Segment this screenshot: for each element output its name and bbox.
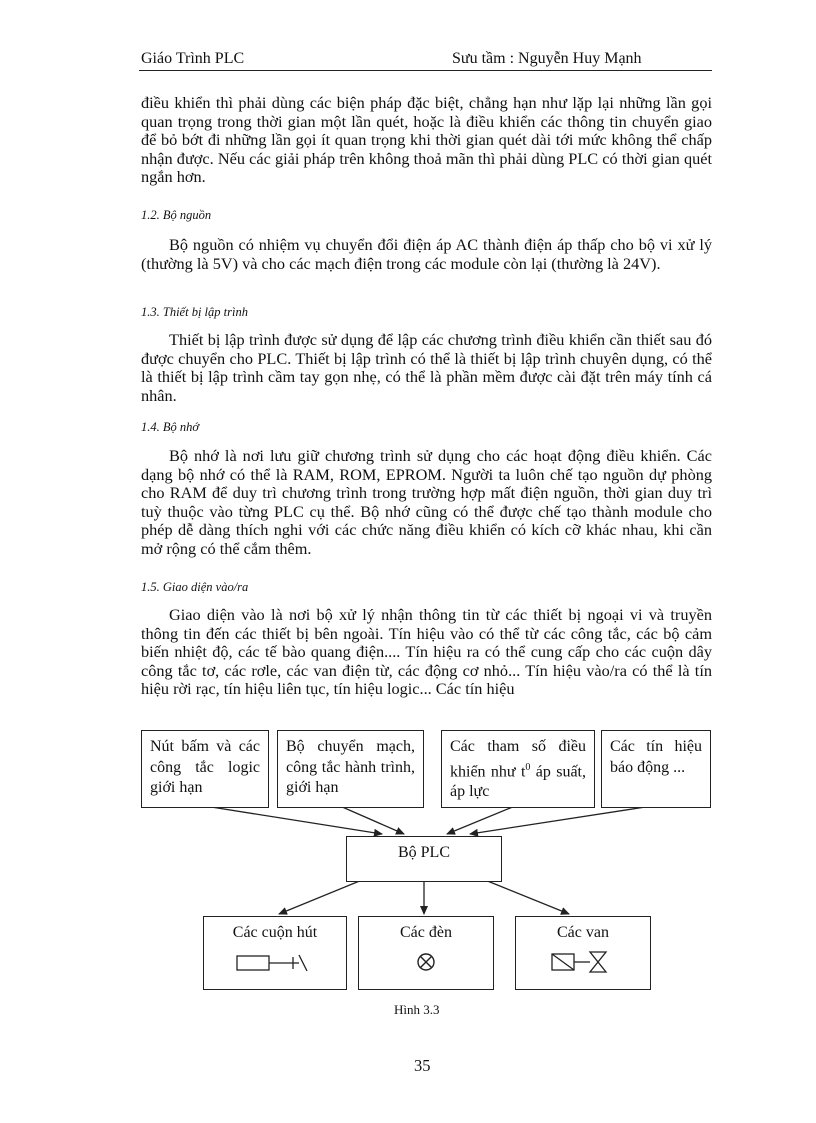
plc-label: Bộ PLC [397,844,450,861]
input-box-alarms [601,730,711,808]
valve-icon [548,949,618,975]
page-number: 35 [414,1056,431,1075]
section-text: Bộ nguồn có nhiệm vụ chuyển đổi điện áp AC thành điện áp thấp cho bộ vi xử lý (thường là 5V) và cho các mạch điện trong các module còn lại (thường là 24V). [141,235,712,273]
coil-icon [235,949,315,975]
section-text: Giao diện vào là nơi bộ xử lý nhận thông tin từ các thiết bị ngoại vi và truyền thông tin đến các thiết bị bên ngoài. Tín hiệu vào có thể từ các công tắc, các bộ cảm biến nhiệt độ, các tế bào quang điện.... Tín hiệu ra có thể cung cấp cho các cuộn dây công tắc tơ, các rơle, các van điện từ, các động cơ nhỏ... Tín hiệu vào/ra có thể là tín hiệu rời rạc, tín hiệu liên tục, tín hiệu logic... Các tín hiệu [141,605,712,698]
arrow-input-4 [470,806,652,834]
input-box-parameters [441,730,595,808]
output-box-label: Các đèn [400,924,452,941]
header-right: Sưu tầm : Nguyễn Huy Mạnh [452,50,642,67]
section-heading: 1.3. Thiết bị lập trình [141,305,248,319]
figure-caption: Hình 3.3 [394,1002,440,1017]
input-box-label: Bộ chuyển mạch, công tắc hành trình, giới hạn [286,738,415,796]
section-heading: 1.4. Bộ nhớ [141,420,200,434]
input-box-switches [277,730,424,808]
output-box-coils [203,916,347,990]
output-box-valves [515,916,651,990]
section-heading: 1.5. Giao diện vào/ra [141,580,249,594]
header-left: Giáo Trình PLC [141,50,245,67]
output-box-lamps [358,916,494,990]
arrow-input-2 [340,806,404,834]
arrow-output-1 [279,880,362,914]
output-box-label: Các cuộn hút [232,924,318,941]
output-box-label: Các van [557,924,609,941]
input-box-label: Các tham số điều khiển như $t^0$ áp suất, áp lực [450,738,586,801]
arrow-output-3 [485,880,569,914]
section-text: Thiết bị lập trình được sử dụng để lập các chương trình điều khiển cần thiết sau đó được chuyển cho PLC. Thiết bị lập trình có thể là thiết bị lập trình chuyên dụng, có thể là thiết bị lập trình cầm tay gọn nhẹ, có thể là phần mềm được cài đặt trên máy tính cá nhân. [141,330,712,405]
input-box-buttons [141,730,269,808]
section-heading: 1.2. Bộ nguồn [141,208,212,222]
arrow-input-1 [205,806,382,834]
input-box-label: Các tín hiệu báo động ... [610,738,702,776]
section-text: Bộ nhớ là nơi lưu giữ chương trình sử dụng cho các hoạt động điều khiển. Các dạng bộ nhớ có thể là RAM, ROM, EPROM. Người ta luôn chế tạo nguồn dự phòng cho RAM để duy trì chương trình trong trường hợp mất điện nguồn, thời gian duy trì tuỳ thuộc vào từng PLC cụ thể. Bộ nhớ cũng có thể được chế tạo thành module cho phép dễ dàng thích nghi với các chức năng điều khiển có kích cỡ khác nhau, khi cần mở rộng có thể cắm thêm. [141,446,712,558]
intro-paragraph: điều khiển thì phải dùng các biện pháp đặc biệt, chẳng hạn như lặp lại những lần gọi quan trọng trong thời gian một lần quét, hoặc là điều khiển các thông tin chuyển giao để bỏ bớt đi những lần gọi ít quan trọng khi thời gian quét dài tới mức không thể chấp nhận được. Nếu các giải pháp trên không thoả mãn thì phải dùng PLC có thời gian quét ngắn hơn. [141,93,712,186]
arrow-input-3 [447,806,515,834]
input-box-label: Nút bấm và các công tắc logic giới hạn [150,738,260,796]
plc-box [346,836,502,882]
lamp-icon [412,949,440,975]
